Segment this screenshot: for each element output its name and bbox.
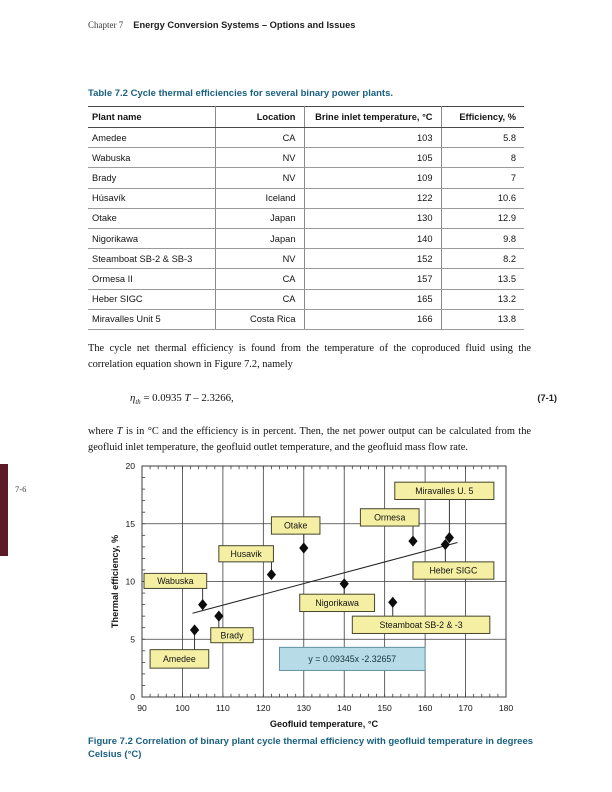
plant-name-cell: Amedee	[88, 128, 215, 148]
svg-text:15: 15	[125, 518, 135, 529]
value-cell: 13.8	[441, 309, 524, 329]
table-row	[88, 289, 524, 309]
equation-subscript: th	[135, 399, 141, 407]
paragraph-2-post: is in °C and the efficiency is in percent. Then, the net power output can be calculated from the geofluid inlet temperature, the geofluid outlet temperature, and the geofluid mass flow rate.	[88, 426, 531, 453]
table-title: Table 7.2 Cycle thermal efficiencies for several binary power plants.	[88, 88, 394, 99]
value-cell: 122	[304, 188, 441, 208]
value-cell: 9.8	[441, 228, 524, 248]
chart-equation-text: y = 0.09345x -2.32657	[308, 653, 397, 664]
page-edge-tab	[0, 464, 8, 556]
annotation-label: Nigorikawa	[315, 597, 359, 608]
value-cell: Japan	[215, 208, 304, 228]
svg-text:170: 170	[458, 703, 473, 713]
svg-text:140: 140	[337, 703, 352, 713]
plant-name-cell: Brady	[88, 168, 215, 188]
annotation-label: Miravalles U. 5	[415, 485, 474, 496]
annotation-label: Husavik	[230, 548, 262, 559]
table-row	[88, 168, 524, 188]
plant-name-cell: Nigorikawa	[88, 228, 215, 248]
data-point-diamond	[198, 599, 207, 610]
value-cell: 166	[304, 309, 441, 329]
value-cell: Japan	[215, 228, 304, 248]
value-cell: Iceland	[215, 188, 304, 208]
value-cell: 152	[304, 249, 441, 269]
value-cell: NV	[215, 249, 304, 269]
value-cell: Costa Rica	[215, 309, 304, 329]
paragraph-2	[88, 424, 531, 455]
value-cell: 130	[304, 208, 441, 228]
value-cell: 13.2	[441, 289, 524, 309]
column-header: Brine inlet temperature, °C	[304, 107, 441, 128]
equation-mid: = 0.0935	[140, 392, 185, 404]
value-cell: 165	[304, 289, 441, 309]
value-cell: 8	[441, 148, 524, 168]
paragraph-1: The cycle net thermal efficiency is found from the temperature of the coproduced fluid using the correlation equation shown in Figure 7.2, namely	[88, 343, 531, 370]
column-header: Location	[215, 107, 304, 128]
svg-text:110: 110	[216, 703, 230, 713]
value-cell: 157	[304, 269, 441, 289]
data-point-diamond	[340, 578, 349, 589]
table-row	[88, 208, 524, 228]
data-point-diamond	[408, 535, 417, 546]
y-axis-title: Thermal efficiency, %	[110, 534, 120, 629]
table-row	[88, 188, 524, 208]
value-cell: 103	[304, 128, 441, 148]
plants-table-body	[88, 128, 524, 330]
svg-text:130: 130	[296, 703, 311, 713]
chapter-title: Energy Conversion Systems – Options and Issues	[133, 20, 356, 30]
paragraph-2-variable: T	[116, 426, 123, 437]
figure-caption: Figure 7.2 Correlation of binary plant cycle thermal efficiency with geofluid temperature in degrees Celsius (°C)	[88, 736, 534, 760]
svg-text:180: 180	[498, 703, 514, 713]
svg-text:90: 90	[137, 703, 147, 713]
figure-7-2	[88, 452, 530, 752]
svg-text:100: 100	[175, 703, 190, 713]
annotation-label: Otake	[283, 520, 308, 531]
equation-text	[130, 392, 234, 407]
value-cell: 12.9	[441, 208, 524, 228]
equation-eta: η	[130, 392, 136, 404]
value-cell: 7	[441, 168, 524, 188]
table-row	[88, 269, 524, 289]
svg-text:10: 10	[125, 576, 135, 587]
plant-name-cell: Otake	[88, 208, 215, 228]
svg-text:160: 160	[417, 703, 433, 713]
annotation-label: Heber SIGC	[429, 565, 478, 576]
value-cell: 140	[304, 228, 441, 248]
equation-variable: T	[184, 392, 191, 404]
svg-text:20: 20	[125, 461, 135, 471]
table-row	[88, 148, 524, 168]
svg-text:0: 0	[130, 692, 135, 702]
equation	[88, 392, 557, 410]
page-header	[88, 15, 355, 33]
table-row	[88, 228, 524, 248]
plants-table	[88, 106, 524, 330]
page-number: 7-6	[15, 484, 27, 494]
plant-name-cell: Ormesa II	[88, 269, 215, 289]
figure-7-2-chart	[88, 452, 530, 752]
plant-name-cell: Wabuska	[88, 148, 215, 168]
table-row	[88, 128, 524, 148]
table-row	[88, 249, 524, 269]
data-point-diamond	[214, 611, 223, 622]
annotation-label: Brady	[220, 630, 244, 641]
plant-name-cell: Steamboat SB-2 & SB-3	[88, 249, 215, 269]
data-point-diamond	[388, 597, 397, 608]
plants-table-header-row	[88, 107, 524, 128]
column-header: Efficiency, %	[441, 107, 524, 128]
value-cell: CA	[215, 128, 304, 148]
data-point-diamond	[267, 569, 276, 580]
value-cell: 105	[304, 148, 441, 168]
data-point-diamond	[299, 542, 308, 553]
value-cell: 13.5	[441, 269, 524, 289]
annotation-label: Ormesa	[374, 512, 406, 523]
paragraph-2-pre: where	[88, 426, 117, 437]
value-cell: NV	[215, 148, 304, 168]
chapter-label: Chapter 7	[88, 20, 124, 30]
svg-text:120: 120	[256, 703, 271, 713]
equation-tail: – 2.3266,	[190, 392, 234, 404]
svg-text:5: 5	[130, 634, 135, 645]
value-cell: 109	[304, 168, 441, 188]
value-cell: CA	[215, 289, 304, 309]
table-row	[88, 309, 524, 329]
svg-text:150: 150	[377, 703, 392, 713]
value-cell: NV	[215, 168, 304, 188]
plant-name-cell: Heber SIGC	[88, 289, 215, 309]
column-header: Plant name	[88, 107, 215, 128]
plant-name-cell: Miravalles Unit 5	[88, 309, 215, 329]
annotation-label: Steamboat SB-2 & -3	[379, 619, 463, 630]
equation-number: (7-1)	[537, 393, 557, 403]
value-cell: 5.8	[441, 128, 524, 148]
value-cell: CA	[215, 269, 304, 289]
x-axis-title: Geofluid temperature, °C	[269, 719, 379, 729]
plant-name-cell: Húsavík	[88, 188, 215, 208]
value-cell: 8.2	[441, 249, 524, 269]
annotation-label: Amedee	[163, 653, 196, 664]
value-cell: 10.6	[441, 188, 524, 208]
annotation-label: Wabuska	[157, 576, 194, 587]
annotations	[144, 482, 494, 668]
data-point-diamond	[190, 624, 199, 635]
